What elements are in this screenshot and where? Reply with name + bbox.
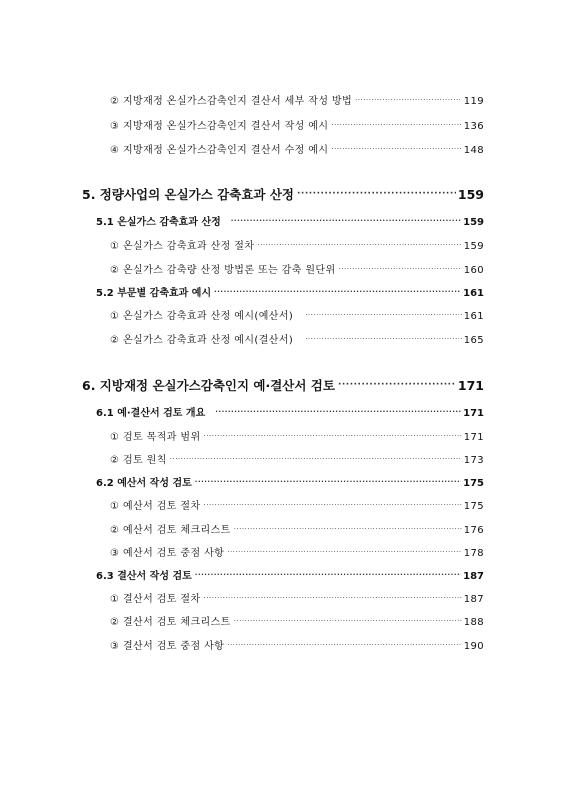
toc-entry-page: 119 <box>463 96 484 107</box>
toc-entry-page: 171 <box>463 432 484 443</box>
toc-section-label: 6.1 예·결산서 검토 개요 <box>96 408 206 419</box>
toc-leader-dots <box>355 96 462 104</box>
toc-leader-dots <box>234 525 462 533</box>
toc-entry-6-2-3[interactable] <box>110 544 484 559</box>
toc-section-page: 175 <box>463 478 484 489</box>
toc-entry-page: 187 <box>463 594 484 605</box>
toc-entry-6-3-3[interactable] <box>110 637 484 652</box>
toc-entry-label: ② 검토 원칙 <box>110 455 167 466</box>
toc-entry-label: ② 결산서 검토 체크리스트 <box>110 617 231 628</box>
toc-chapter-label: 6. 지방재정 온실가스감축인지 예·결산서 검토 <box>82 378 335 393</box>
toc-entry-page: 175 <box>463 501 484 512</box>
toc-entry-page: 160 <box>463 265 484 276</box>
toc-entry-label: ③ 결산서 검토 중점 사항 <box>110 641 225 652</box>
toc-entry-5-2-1[interactable] <box>110 307 484 322</box>
toc-leader-dots <box>297 189 456 199</box>
toc-section-6-3[interactable] <box>96 567 484 582</box>
toc-section-page: 171 <box>463 408 484 419</box>
toc-section-page: 161 <box>463 288 484 299</box>
toc-leader-dots <box>204 432 462 440</box>
toc-section-label: 6.2 예산서 작성 검토 <box>96 478 192 489</box>
toc-chapter-page: 159 <box>457 187 484 202</box>
toc-entry-label: ③ 지방재정 온실가스감축인지 결산서 작성 예시 <box>110 121 329 132</box>
toc-entry-page: 188 <box>463 617 484 628</box>
toc-leader-dots <box>195 571 461 579</box>
toc-entry-6-1-2[interactable] <box>110 451 484 466</box>
toc-leader-dots <box>204 594 462 602</box>
toc-leader-dots <box>204 501 462 509</box>
toc-leader-dots <box>195 478 461 486</box>
toc-entry-label: ② 예산서 검토 체크리스트 <box>110 525 231 536</box>
toc-entry-page: 161 <box>463 311 484 322</box>
toc-entry-label: ① 결산서 검토 절차 <box>110 594 201 605</box>
toc-entry-label: ① 예산서 검토 절차 <box>110 501 201 512</box>
toc-entry-2-4-2[interactable] <box>110 92 484 107</box>
toc-entry-label: ② 지방재정 온실가스감축인지 결산서 세부 작성 방법 <box>110 96 353 107</box>
toc-chapter-6[interactable] <box>82 376 484 394</box>
toc-entry-page: 159 <box>463 241 484 252</box>
toc-entry-6-3-2[interactable] <box>110 613 484 628</box>
toc-entry-2-4-3[interactable] <box>110 117 484 132</box>
toc-chapter-5[interactable] <box>82 185 484 203</box>
toc-leader-dots <box>305 335 462 343</box>
toc-leader-dots <box>170 455 462 463</box>
toc-entry-6-3-1[interactable] <box>110 590 484 605</box>
toc-section-5-1[interactable] <box>96 213 484 228</box>
toc-section-label: 5.2 부문별 감축효과 예시 <box>96 288 212 299</box>
toc-leader-dots <box>214 288 461 296</box>
toc-chapter-page: 171 <box>457 378 484 393</box>
toc-entry-label: ② 온실가스 감축효과 산정 예시(결산서) <box>110 335 294 346</box>
toc-entry-page: 178 <box>463 548 484 559</box>
toc-entry-5-1-2[interactable] <box>110 261 484 276</box>
toc-leader-dots <box>339 265 462 273</box>
toc-section-page: 187 <box>463 571 484 582</box>
toc-entry-page: 165 <box>463 335 484 346</box>
toc-entry-6-2-1[interactable] <box>110 497 484 512</box>
toc-entry-label: ① 온실가스 감축효과 산정 절차 <box>110 241 255 252</box>
toc-section-6-1[interactable] <box>96 404 484 419</box>
toc-entry-label: ② 온실가스 감축량 산정 방법론 또는 감축 원단위 <box>110 265 336 276</box>
toc-entry-page: 148 <box>463 145 484 156</box>
toc-entry-page: 176 <box>463 525 484 536</box>
toc-entry-page: 136 <box>463 121 484 132</box>
toc-leader-dots <box>215 408 461 416</box>
toc-section-6-2[interactable] <box>96 474 484 489</box>
toc-leader-dots <box>331 145 461 153</box>
toc-section-5-2[interactable] <box>96 284 484 299</box>
toc-leader-dots <box>338 380 456 390</box>
toc-leader-dots <box>231 217 461 225</box>
toc-entry-5-2-2[interactable] <box>110 331 484 346</box>
toc-entry-label: ① 온실가스 감축효과 산정 예시(예산서) <box>110 311 294 322</box>
toc-entry-label: ③ 예산서 검토 중점 사항 <box>110 548 225 559</box>
toc-leader-dots <box>234 617 462 625</box>
toc-entry-5-1-1[interactable] <box>110 237 484 252</box>
toc-entry-label: ① 검토 목적과 범위 <box>110 432 201 443</box>
toc-leader-dots <box>227 641 461 649</box>
toc-entry-label: ④ 지방재정 온실가스감축인지 결산서 수정 예시 <box>110 145 329 156</box>
toc-entry-6-1-1[interactable] <box>110 428 484 443</box>
toc-section-label: 6.3 결산서 작성 검토 <box>96 571 192 582</box>
toc-entry-page: 173 <box>463 455 484 466</box>
toc-chapter-label: 5. 정량사업의 온실가스 감축효과 산정 <box>82 187 294 202</box>
toc-entry-page: 190 <box>463 641 484 652</box>
toc-leader-dots <box>305 311 462 319</box>
toc-leader-dots <box>257 241 461 249</box>
toc-section-label: 5.1 온실가스 감축효과 산정 <box>96 217 221 228</box>
toc-leader-dots <box>227 548 461 556</box>
toc-entry-6-2-2[interactable] <box>110 521 484 536</box>
toc-section-page: 159 <box>463 217 484 228</box>
toc-entry-2-4-4[interactable] <box>110 141 484 156</box>
toc-leader-dots <box>331 121 461 129</box>
